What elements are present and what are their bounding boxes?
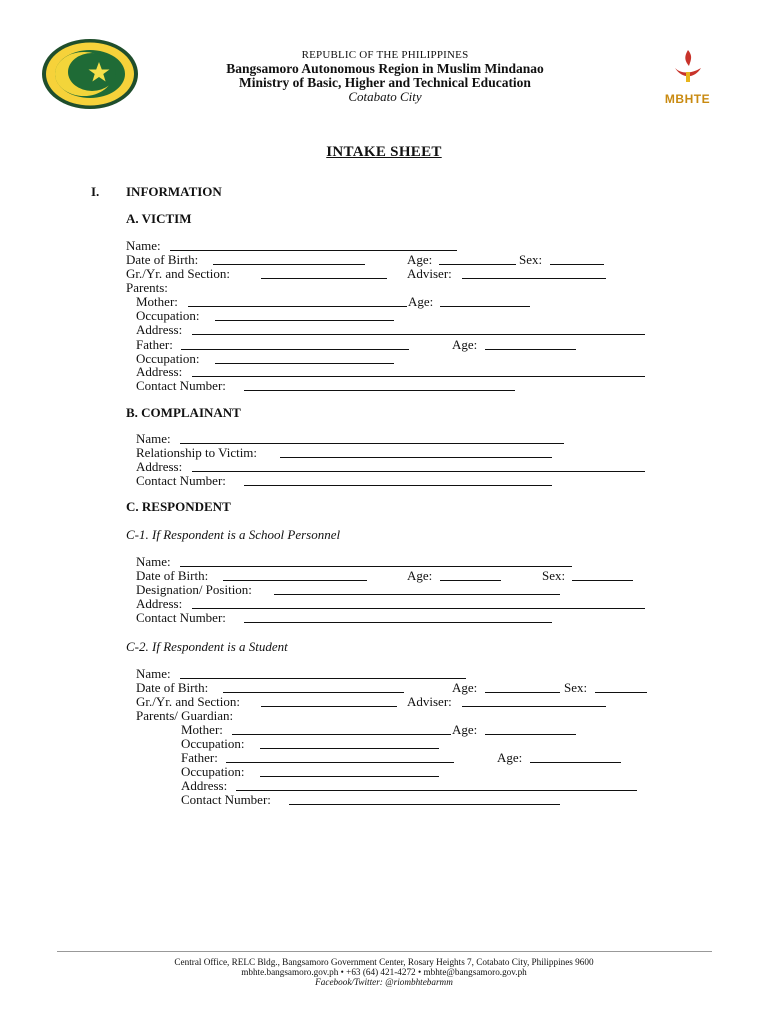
c1-contact-field[interactable] xyxy=(244,622,552,623)
mbhte-logo-text: MBHTE xyxy=(664,92,711,106)
c2-contact-label: Contact Number: xyxy=(181,792,271,807)
victim-father-address-label: Address: xyxy=(136,364,183,379)
c2-sex-label: Sex: xyxy=(564,680,588,695)
victim-contact-label: Contact Number: xyxy=(136,378,226,393)
c2-father-occupation-field[interactable] xyxy=(260,776,439,777)
c2-mother-occupation-field[interactable] xyxy=(260,748,439,749)
republic-label: REPUBLIC OF THE PHILIPPINES xyxy=(301,49,469,61)
region-name: Bangsamoro Autonomous Region in Muslim Mindanao xyxy=(226,61,544,76)
victim-father-address-field[interactable] xyxy=(192,376,645,377)
c2-address-field[interactable] xyxy=(236,790,637,791)
victim-parents-label: Parents: xyxy=(126,280,168,295)
victim-name-field[interactable] xyxy=(170,250,457,251)
c1-age-label: Age: xyxy=(407,568,433,583)
victim-mother-occupation-label: Occupation: xyxy=(136,308,200,323)
c2-father-age-field[interactable] xyxy=(530,762,621,763)
city-name: Cotabato City xyxy=(348,89,422,104)
complainant-address-label: Address: xyxy=(136,459,183,474)
section-information: INFORMATION xyxy=(126,184,222,199)
document-title: INTAKE SHEET xyxy=(326,144,442,160)
victim-adviser-label: Adviser: xyxy=(407,266,452,281)
complainant-contact-label: Contact Number: xyxy=(136,473,226,488)
c2-mother-age-label: Age: xyxy=(452,722,478,737)
victim-mother-field[interactable] xyxy=(188,306,407,307)
victim-mother-age-field[interactable] xyxy=(440,306,530,307)
respondent-heading: C. RESPONDENT xyxy=(126,499,231,514)
c1-address-field[interactable] xyxy=(192,608,645,609)
c1-name-field[interactable] xyxy=(180,566,572,567)
mbhte-logo xyxy=(655,38,720,108)
complainant-name-field[interactable] xyxy=(180,443,564,444)
footer-contacts: mbhte.bangsamoro.gov.ph • +63 (64) 421-4272 • mbhte@bangsamoro.gov.ph xyxy=(241,967,527,977)
ministry-name: Ministry of Basic, Higher and Technical Education xyxy=(239,75,531,90)
footer-divider xyxy=(57,951,712,952)
victim-contact-field[interactable] xyxy=(244,390,515,391)
c1-dob-label: Date of Birth: xyxy=(136,568,209,583)
complainant-name-label: Name: xyxy=(136,431,171,446)
c2-address-label: Address: xyxy=(181,778,228,793)
section-number: I. xyxy=(91,184,100,199)
c2-adviser-field[interactable] xyxy=(462,706,606,707)
complainant-address-field[interactable] xyxy=(192,471,645,472)
victim-heading: A. VICTIM xyxy=(126,211,192,226)
complainant-relationship-field[interactable] xyxy=(280,457,552,458)
footer-social: Facebook/Twitter: @riombhtebarmm xyxy=(315,977,453,987)
victim-sex-field[interactable] xyxy=(550,264,604,265)
c2-name-field[interactable] xyxy=(180,678,466,679)
c2-dob-field[interactable] xyxy=(223,692,404,693)
complainant-relationship-label: Relationship to Victim: xyxy=(136,445,258,460)
respondent-c1-title: C-1. If Respondent is a School Personnel xyxy=(126,527,341,542)
c2-mother-age-field[interactable] xyxy=(485,734,576,735)
c2-parents-label: Parents/ Guardian: xyxy=(136,708,234,723)
c1-sex-field[interactable] xyxy=(572,580,633,581)
victim-mother-label: Mother: xyxy=(136,294,178,309)
victim-age-label: Age: xyxy=(407,252,433,267)
c2-father-label: Father: xyxy=(181,750,218,765)
victim-father-label: Father: xyxy=(136,337,173,352)
c2-sex-field[interactable] xyxy=(595,692,647,693)
victim-father-age-label: Age: xyxy=(452,337,478,352)
victim-mother-address-field[interactable] xyxy=(192,334,645,335)
c2-mother-field[interactable] xyxy=(232,734,451,735)
c1-dob-field[interactable] xyxy=(223,580,367,581)
victim-grade-field[interactable] xyxy=(261,278,387,279)
c2-name-label: Name: xyxy=(136,666,171,681)
victim-adviser-field[interactable] xyxy=(462,278,606,279)
victim-dob-label: Date of Birth: xyxy=(126,252,199,267)
c2-grade-field[interactable] xyxy=(261,706,397,707)
c2-mother-occupation-label: Occupation: xyxy=(181,736,245,751)
victim-sex-label: Sex: xyxy=(519,252,543,267)
victim-mother-age-label: Age: xyxy=(408,294,434,309)
c1-age-field[interactable] xyxy=(440,580,501,581)
c2-father-occupation-label: Occupation: xyxy=(181,764,245,779)
c2-age-label: Age: xyxy=(452,680,478,695)
c2-father-field[interactable] xyxy=(226,762,454,763)
victim-mother-occupation-field[interactable] xyxy=(215,320,394,321)
c1-designation-field[interactable] xyxy=(274,594,560,595)
victim-grade-label: Gr./Yr. and Section: xyxy=(126,266,230,281)
c2-grade-label: Gr./Yr. and Section: xyxy=(136,694,240,709)
c2-dob-label: Date of Birth: xyxy=(136,680,209,695)
barmm-seal-logo xyxy=(40,38,140,110)
c2-adviser-label: Adviser: xyxy=(407,694,452,709)
c1-name-label: Name: xyxy=(136,554,171,569)
victim-age-field[interactable] xyxy=(439,264,516,265)
c1-contact-label: Contact Number: xyxy=(136,610,226,625)
victim-father-field[interactable] xyxy=(181,349,409,350)
respondent-c2-title: C-2. If Respondent is a Student xyxy=(126,639,288,654)
victim-name-label: Name: xyxy=(126,238,161,253)
c1-designation-label: Designation/ Position: xyxy=(136,582,252,597)
victim-father-occupation-field[interactable] xyxy=(215,363,394,364)
c2-age-field[interactable] xyxy=(485,692,560,693)
c1-sex-label: Sex: xyxy=(542,568,566,583)
victim-mother-address-label: Address: xyxy=(136,322,183,337)
c2-mother-label: Mother: xyxy=(181,722,223,737)
footer-address: Central Office, RELC Bldg., Bangsamoro Government Center, Rosary Heights 7, Cotabato City, Philippines 9600 xyxy=(174,957,594,967)
c1-address-label: Address: xyxy=(136,596,183,611)
victim-father-occupation-label: Occupation: xyxy=(136,351,200,366)
c2-contact-field[interactable] xyxy=(289,804,560,805)
complainant-contact-field[interactable] xyxy=(244,485,552,486)
complainant-heading: B. COMPLAINANT xyxy=(126,405,241,420)
victim-dob-field[interactable] xyxy=(213,264,365,265)
victim-father-age-field[interactable] xyxy=(485,349,576,350)
c2-father-age-label: Age: xyxy=(497,750,523,765)
